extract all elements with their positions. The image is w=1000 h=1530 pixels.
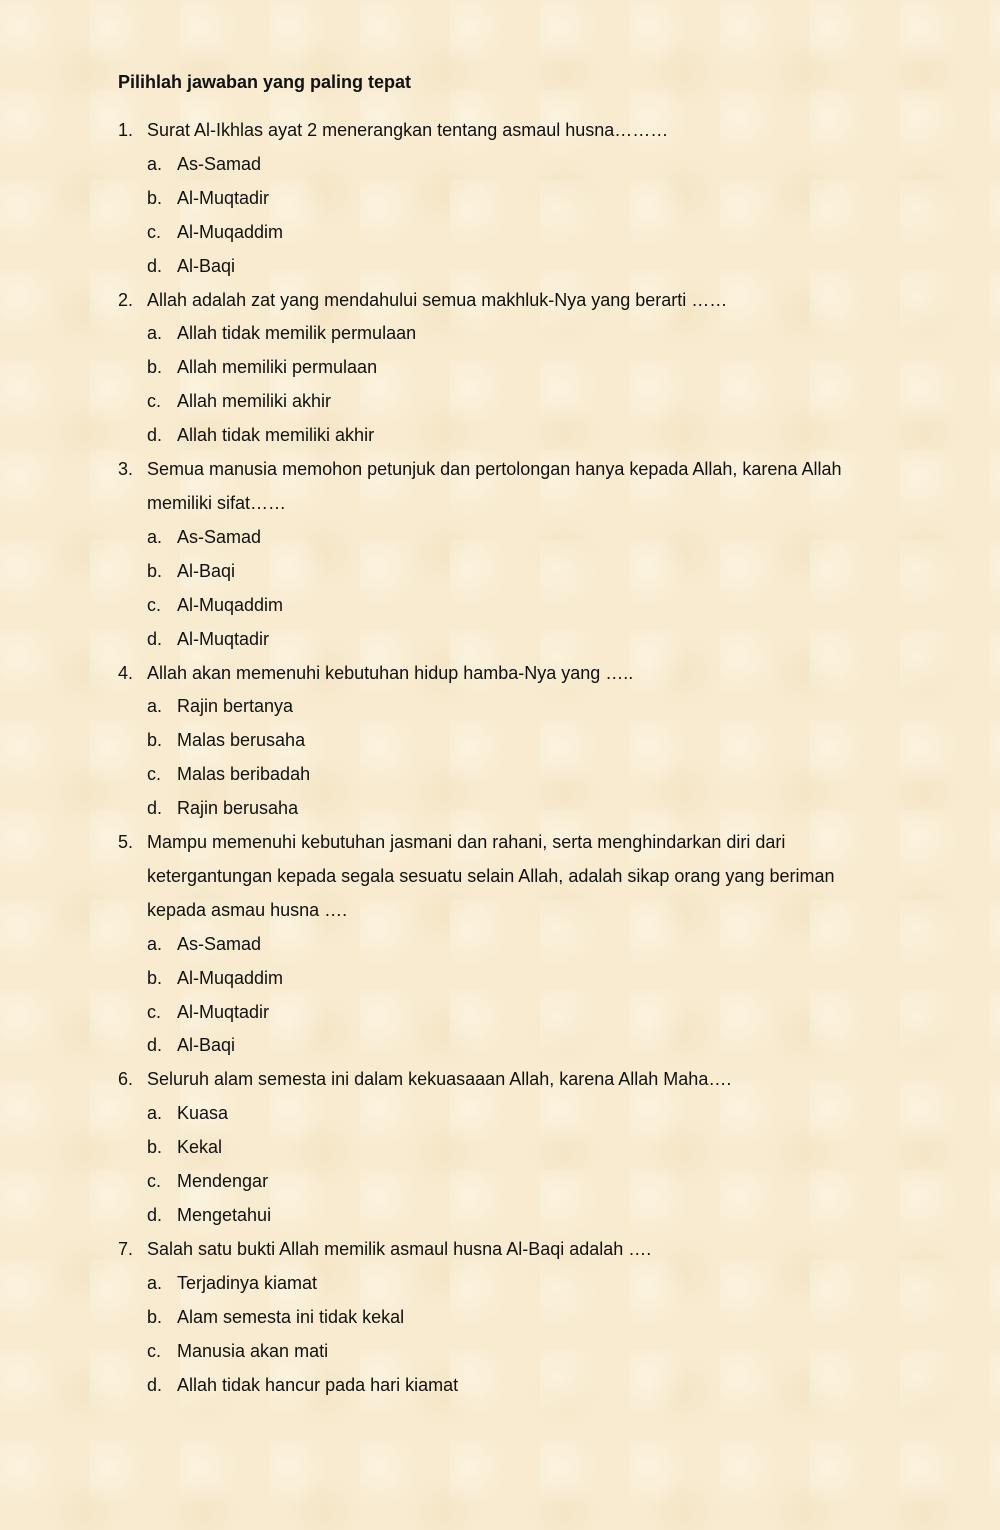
answer-option: [147, 1097, 878, 1131]
option-text: Allah memiliki permulaan: [177, 357, 378, 378]
option-letter: d.: [147, 628, 163, 649]
question-text: Salah satu bukti Allah memilik asmaul husna Al-Baqi adalah ….: [147, 1238, 652, 1259]
question-number: 7.: [118, 1238, 134, 1259]
question-stem: [118, 826, 878, 928]
answer-option: [147, 250, 878, 284]
question-list: [118, 114, 878, 1402]
option-letter: a.: [147, 1272, 163, 1293]
question-item: [118, 114, 878, 284]
answer-option: [147, 1369, 878, 1403]
option-letter: a.: [147, 1103, 163, 1124]
option-text: Al-Muqaddim: [177, 967, 284, 988]
option-text: Mengetahui: [177, 1205, 272, 1225]
option-letter: d.: [147, 1205, 163, 1225]
option-text: Malas berusaha: [177, 730, 306, 751]
option-text: Al-Muqtadir: [177, 628, 270, 649]
option-text: As-Samad: [177, 933, 262, 954]
option-list: [118, 1097, 878, 1233]
question-text: Semua manusia memohon petunjuk dan pertolongan hanya kepada Allah, karena Allah memiliki sifat……: [147, 459, 842, 513]
option-text: Al-Baqi: [177, 560, 236, 581]
option-letter: b.: [147, 730, 163, 751]
option-letter: d.: [147, 798, 163, 819]
option-letter: a.: [147, 696, 163, 717]
answer-option: [147, 962, 878, 996]
question-text: Mampu memenuhi kebutuhan jasmani dan rahani, serta menghindarkan diri dari ketergantungan kepada segala sesuatu selain Allah, adalah sikap orang yang beriman kepada asmau husna ….: [147, 832, 835, 920]
worksheet-heading: Pilihlah jawaban yang paling tepat: [118, 72, 412, 92]
question-number: 6.: [118, 1069, 134, 1090]
option-letter: d.: [147, 1374, 163, 1395]
question-stem: [118, 284, 878, 318]
option-text: Al-Baqi: [177, 255, 236, 276]
question-item: [118, 1063, 878, 1233]
question-number: 4.: [118, 662, 134, 683]
option-letter: c.: [147, 594, 162, 615]
question-stem: [118, 1063, 878, 1097]
option-letter: b.: [147, 560, 163, 581]
question-item: [118, 657, 878, 827]
question-item: [118, 1233, 878, 1403]
answer-option: [147, 724, 878, 758]
answer-option: [147, 555, 878, 589]
option-letter: c.: [147, 1340, 162, 1361]
answer-option: [147, 1267, 878, 1301]
option-letter: b.: [147, 1137, 163, 1158]
worksheet-page: [118, 68, 878, 1402]
option-letter: c.: [147, 1171, 162, 1192]
answer-option: [147, 216, 878, 250]
option-text: Al-Muqtadir: [177, 187, 270, 208]
option-text: Allah tidak memilik permulaan: [177, 323, 417, 344]
option-letter: b.: [147, 357, 163, 378]
option-text: Allah memiliki akhir: [177, 391, 332, 412]
option-list: [118, 1267, 878, 1403]
option-text: Mendengar: [177, 1171, 269, 1192]
answer-option: [147, 419, 878, 453]
option-letter: c.: [147, 764, 162, 785]
option-text: As-Samad: [177, 526, 262, 547]
option-list: [118, 148, 878, 284]
question-stem: [118, 114, 878, 148]
option-text: Al-Muqtadir: [177, 1001, 270, 1022]
option-letter: c.: [147, 391, 162, 412]
option-list: [118, 317, 878, 453]
option-letter: b.: [147, 967, 163, 988]
answer-option: [147, 589, 878, 623]
option-text: Al-Baqi: [177, 1035, 236, 1056]
answer-option: [147, 182, 878, 216]
question-number: 5.: [118, 832, 134, 853]
answer-option: [147, 1199, 878, 1233]
option-text: Al-Muqaddim: [177, 594, 284, 615]
option-text: Kekal: [177, 1137, 223, 1158]
question-item: [118, 453, 878, 656]
question-text: Allah akan memenuhi kebutuhan hidup hamba-Nya yang …..: [147, 662, 634, 683]
answer-option: [147, 1335, 878, 1369]
answer-option: [147, 690, 878, 724]
option-letter: a.: [147, 153, 163, 174]
answer-option: [147, 351, 878, 385]
option-letter: a.: [147, 323, 163, 344]
question-number: 3.: [118, 459, 134, 480]
answer-option: [147, 758, 878, 792]
option-text: Manusia akan mati: [177, 1340, 329, 1361]
option-letter: c.: [147, 1001, 162, 1022]
option-letter: d.: [147, 425, 163, 446]
option-text: As-Samad: [177, 153, 262, 174]
answer-option: [147, 996, 878, 1030]
option-letter: c.: [147, 221, 162, 242]
answer-option: [147, 148, 878, 182]
answer-option: [147, 792, 878, 826]
answer-option: [147, 1029, 878, 1063]
option-text: Alam semesta ini tidak kekal: [177, 1306, 405, 1327]
option-text: Allah tidak memiliki akhir: [177, 425, 375, 446]
question-item: [118, 826, 878, 1063]
answer-option: [147, 521, 878, 555]
answer-option: [147, 928, 878, 962]
question-stem: [118, 1233, 878, 1267]
answer-option: [147, 1301, 878, 1335]
option-list: [118, 928, 878, 1064]
option-text: Kuasa: [177, 1103, 229, 1124]
question-number: 1.: [118, 120, 134, 140]
answer-option: [147, 623, 878, 657]
option-letter: b.: [147, 1306, 163, 1327]
question-text: Seluruh alam semesta ini dalam kekuasaaan Allah, karena Allah Maha….: [147, 1069, 732, 1090]
option-text: Allah tidak hancur pada hari kiamat: [177, 1374, 459, 1395]
option-text: Al-Muqaddim: [177, 221, 284, 242]
option-letter: a.: [147, 526, 163, 547]
answer-option: [147, 1165, 878, 1199]
question-stem: [118, 453, 878, 521]
question-number: 2.: [118, 289, 134, 310]
option-list: [118, 521, 878, 657]
question-text: Allah adalah zat yang mendahului semua makhluk-Nya yang berarti ……: [147, 289, 728, 310]
option-list: [118, 690, 878, 826]
option-text: Terjadinya kiamat: [177, 1272, 318, 1293]
option-text: Rajin berusaha: [177, 798, 299, 819]
option-letter: a.: [147, 933, 163, 954]
answer-option: [147, 385, 878, 419]
option-text: Malas beribadah: [177, 764, 311, 785]
question-stem: [118, 657, 878, 691]
option-letter: b.: [147, 187, 163, 208]
question-item: [118, 284, 878, 454]
option-text: Rajin bertanya: [177, 696, 294, 717]
option-letter: d.: [147, 255, 163, 276]
answer-option: [147, 1131, 878, 1165]
question-text: Surat Al-Ikhlas ayat 2 menerangkan tentang asmaul husna………: [147, 120, 669, 140]
answer-option: [147, 317, 878, 351]
option-letter: d.: [147, 1035, 163, 1056]
